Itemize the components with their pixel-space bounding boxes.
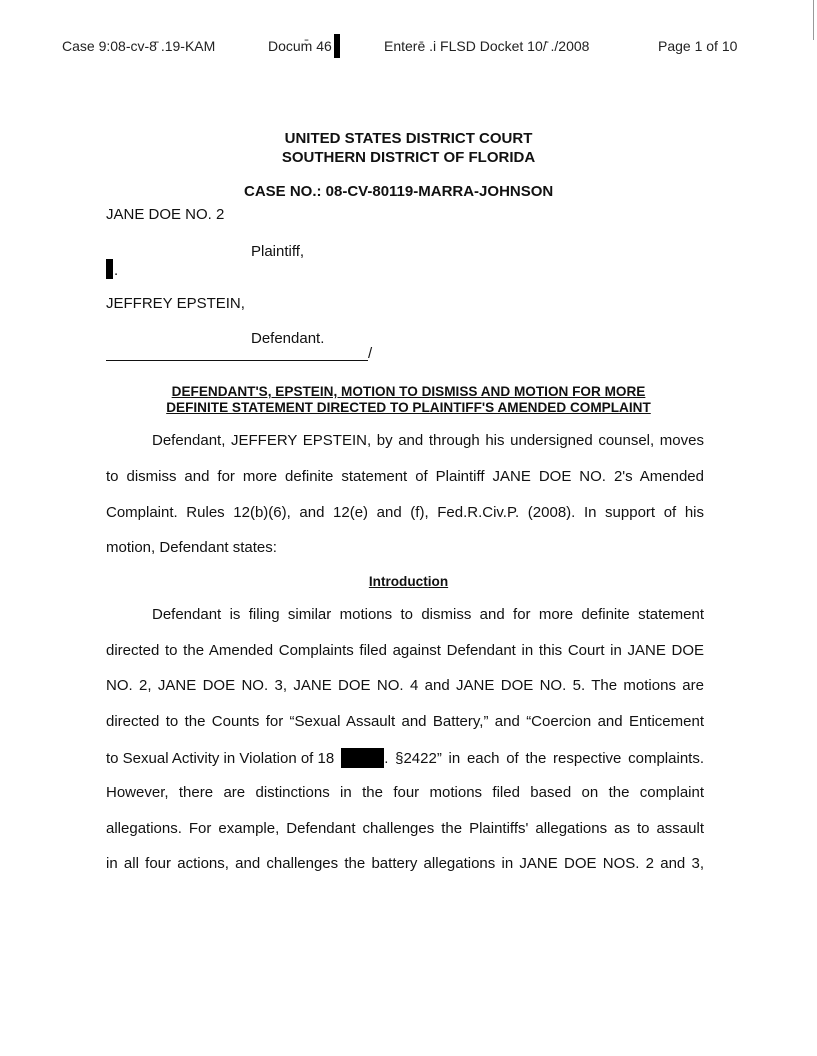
header-entered: Enterē .i FLSD Docket 10/̄ ./2008 <box>384 38 590 54</box>
section-line: directed to the Counts for “Sexual Assault and Battery,” and “Coercion and Enticement <box>106 713 704 730</box>
defendant-name: JEFFREY EPSTEIN, <box>106 295 245 312</box>
scan-edge-line <box>813 0 814 40</box>
section-line-redacted <box>106 748 704 768</box>
versus-redaction <box>106 259 113 279</box>
section-line: allegations. For example, Defendant challenges the Plaintiffs' allegations as to assault <box>106 820 704 837</box>
header-case-number: Case 9:08-cv-8̄ .19-KAM <box>62 38 216 54</box>
court-name-line1: UNITED STATES DISTRICT COURT <box>284 130 533 147</box>
plaintiff-role: Plaintiff, <box>251 243 305 260</box>
court-name-line2: SOUTHERN DISTRICT OF FLORIDA <box>281 149 536 166</box>
intro-line: to dismiss and for more definite statement of Plaintiff JANE DOE NO. 2's Amended <box>106 468 704 485</box>
caption-slash: / <box>368 345 373 362</box>
intro-line: motion, Defendant states: <box>106 539 277 556</box>
section-line: NO. 2, JANE DOE NO. 3, JANE DOE NO. 4 and JANE DOE NO. 5. The motions are <box>106 677 704 694</box>
section-line: directed to the Amended Complaints filed against Defendant in this Court in JANE DOE <box>106 642 704 659</box>
section-line5-after: . §2422” in each of the respective complaints. <box>384 749 704 767</box>
plaintiff-name: JANE DOE NO. 2 <box>106 206 225 223</box>
section-line: in all four actions, and challenges the battery allegations in JANE DOE NOS. 2 and 3, <box>106 855 704 872</box>
case-number: CASE NO.: 08-CV-80119-MARRA-JOHNSON <box>244 183 554 200</box>
header-document-text: Docum̄ 46 <box>268 38 332 54</box>
section-line: However, there are distinctions in the four motions filed based on the complaint <box>106 784 704 801</box>
statute-redaction <box>341 748 384 768</box>
versus-period: . <box>114 262 119 279</box>
motion-title-line1: DEFENDANT'S, EPSTEIN, MOTION TO DISMISS AND MOTION FOR MORE <box>171 384 646 399</box>
intro-line: Defendant, JEFFERY EPSTEIN, by and through his undersigned counsel, moves <box>152 432 704 449</box>
section-heading: Introduction <box>368 574 449 589</box>
section-line: Defendant is filing similar motions to dismiss and for more definite statement <box>152 606 704 623</box>
caption-rule <box>106 360 368 361</box>
header-redaction <box>334 34 340 58</box>
motion-title-line2: DEFINITE STATEMENT DIRECTED TO PLAINTIFF'S AMENDED COMPLAINT <box>166 400 651 415</box>
header-document <box>268 38 332 54</box>
defendant-role: Defendant. <box>251 330 325 347</box>
section-line5-before: to Sexual Activity in Violation of 18 <box>106 749 335 767</box>
intro-line: Complaint. Rules 12(b)(6), and 12(e) and (f), Fed.R.Civ.P. (2008). In support of his <box>106 504 704 521</box>
header-page-number: Page 1 of 10 <box>658 38 738 54</box>
